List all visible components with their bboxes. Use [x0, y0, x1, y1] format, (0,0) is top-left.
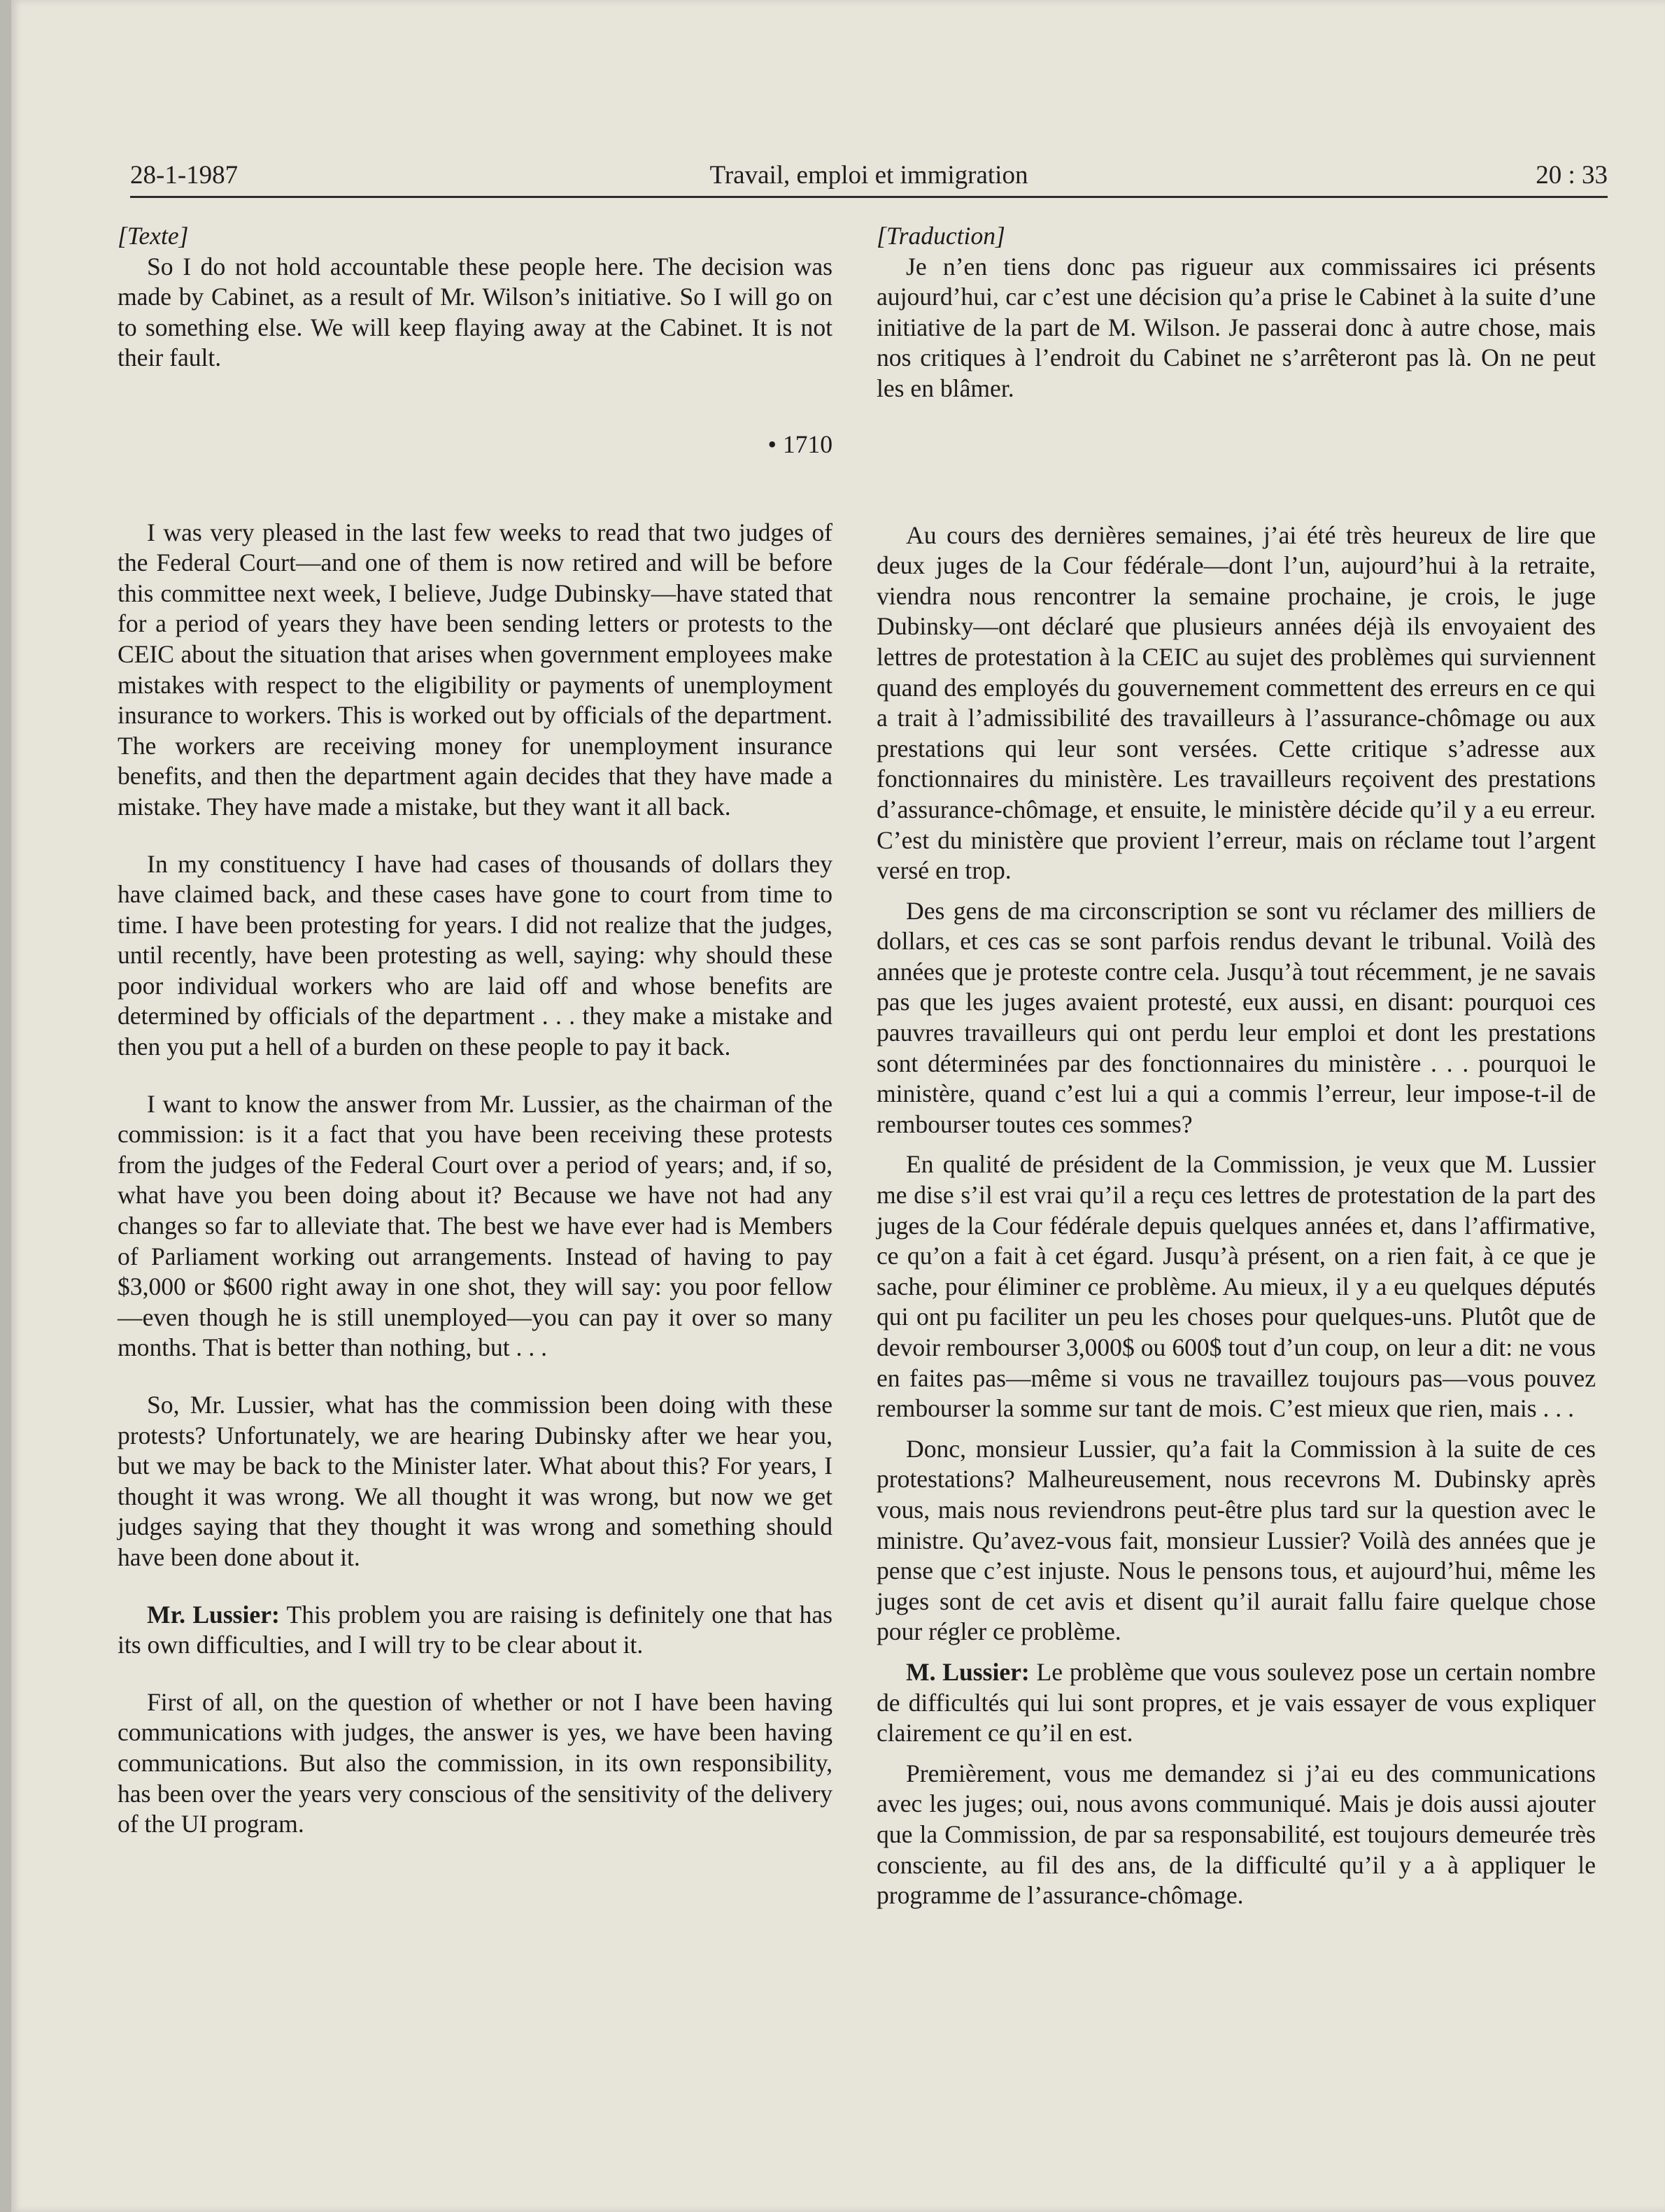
time-marker: • 1710	[767, 430, 832, 458]
paragraph: Au cours des dernières semaines, j’ai été très heureux de lire que deux juges de la Cour fédérale—dont l’un, aujourd’hui à la retraite, viendra nous rencontrer la semaine prochaine, je crois, le juge Dubinsky—ont déclaré que plusieurs années déjà ils envoyaient des lettres de protestation à la CEIC au sujet des problèmes qui surviennent quand des employés du gouvernement commettent des erreurs en ce qui a trait à l’admissibilité des travailleurs à l’assurance-chômage ou aux prestations qui leur sont versées. Cette critique s’adresse aux fonctionnaires du ministère. Les travailleurs reçoivent des prestations d’assurance-chômage, et ensuite, le ministère décide qu’il y a eu erreur. C’est du ministère que provient l’erreur, mais on réclame tout l’argent versé en trop.	[877, 520, 1596, 885]
speaker-paragraph	[118, 1600, 832, 1661]
speaker-paragraph	[877, 1657, 1596, 1749]
speaker-name: M. Lussier:	[906, 1657, 1030, 1686]
paragraph: I was very pleased in the last few weeks to read that two judges of the Federal Court—and one of them is now retired and will be before this committee next week, I believe, Judge Dubinsky—have stated that for a period of years they have been sending letters or protests to the CEIC about the situation that arises when government employees make mistakes with respect to the eligibility or payments of unemployment insurance to workers. This is worked out by officials of the department. The workers are receiving money for unemployment insurance benefits, and then the department again decides that they have made a mistake. They have made a mistake, but they want it all back.	[118, 518, 832, 821]
header-date: 28-1-1987	[130, 161, 239, 190]
paragraph: In my constituency I have had cases of thousands of dollars they have claimed back, and these cases have gone to court from time to time. I have been protesting for years. I did not realize that the judges, until recently, have been protesting as well, saying: why should these poor individual workers who are laid off and whose benefits are determined by officials of the department . . . they make a mistake and then you put a hell of a burden on these people to pay it back.	[118, 849, 832, 1061]
language-tag: [Texte]	[118, 222, 189, 250]
paragraph: Je n’en tiens donc pas rigueur aux commissaires ici présents aujourd’hui, car c’est une décision qu’a prise le Cabinet à la suite d’une initiative de la part de M. Wilson. Je passerai donc à autre chose, mais nos critiques à l’endroit du Cabinet ne s’arrêteront pas là. On ne peut les en blâmer.	[877, 252, 1596, 402]
speaker-text: This problem you are raising is definitely one that has its own difficulties, and I will try to be clear about it.	[118, 1600, 832, 1659]
paragraph: Des gens de ma circonscription se sont vu réclamer des milliers de dollars, et ces cas se sont parfois rendus devant le tribunal. Voilà des années que je proteste contre cela. Jusqu’à tout récemment, je ne savais pas que les juges avaient protesté, eux aussi, en disant: pourquoi ces pauvres travailleurs qui ont perdu leur emploi et dont les prestations sont déterminées par des fonctionnaires du ministère . . . pourquoi le ministère, quand c’est lui a qui a commis l’erreur, leur impose-t-il de rembourser toutes ces sommes?	[877, 896, 1596, 1138]
header-title: Travail, emploi et immigration	[709, 161, 1028, 190]
document-page	[11, 0, 1665, 2212]
paragraph: I want to know the answer from Mr. Lussier, as the chairman of the commission: is it a fact that you have been receiving these protests from the judges of the Federal Court over a period of years; and, if so, what have you been doing about it? Because we have not had any changes so far to alleviate that. The best we have ever had is Members of Parliament working out arrangements. Instead of having to pay $3,000 or $600 right away in one shot, they will say: you poor fellow—even though he is still unemployed—you can pay it over so many months. That is better than nothing, but . . .	[118, 1089, 832, 1362]
speaker-name: Mr. Lussier:	[147, 1600, 280, 1629]
paragraph: En qualité de président de la Commission, je veux que M. Lussier me dise s’il est vrai qu’il a reçu ces lettres de protestation de la part des juges de la Cour fédérale depuis quelques années et, dans l’affirmative, ce qu’on a fait à cet égard. Jusqu’à présent, on a rien fait, à ce que je sache, pour éliminer ce problème. Au mieux, il y a eu quelques députés qui ont pu faciliter un peu les choses pour quelques-uns. Plutôt que de devoir rembourser 3,000$ ou 600$ tout d’un coup, on leur a dit: ne vous en faites pas—même si vous ne travaillez toujours pas—vous pouvez rembourser la somme sur tant de mois. C’est mieux que rien, mais . . .	[877, 1150, 1596, 1423]
header-page-number: 20 : 33	[1536, 161, 1608, 190]
french-column	[877, 221, 1596, 1911]
paragraph: First of all, on the question of whether or not I have been having communications with judges, the answer is yes, we have been having communications. But also the commission, in its own responsibility, has been over the years very conscious of the sensitivity of the delivery of the UI program.	[118, 1687, 832, 1838]
paragraph: Donc, monsieur Lussier, qu’a fait la Commission à la suite de ces protestations? Malheureusement, nous recevrons M. Dubinsky après vous, mais nous reviendrons peut-être plus tard sur la question avec le ministre. Qu’avez-vous fait, monsieur Lussier? Voilà des années que je pense que c’est injuste. Nous le pensons tous, et aujourd’hui, même les juges sont de cet avis et disent qu’il aurait fallu faire quelque chose pour régler ce problème.	[877, 1434, 1596, 1646]
page-header	[130, 154, 1608, 198]
paragraph: So I do not hold accountable these people here. The decision was made by Cabinet, as a result of Mr. Wilson’s initiative. So I will go on to something else. We will keep flaying away at the Cabinet. It is not their fault.	[118, 252, 832, 372]
paragraph: So, Mr. Lussier, what has the commission been doing with these protests? Unfortunately, we are hearing Dubinsky after we hear you, but we may be back to the Minister later. What about this? For years, I thought it was wrong. We all thought it was wrong, but now we get judges saying that they thought it was wrong and something should have been done about it.	[118, 1391, 832, 1571]
language-tag: [Traduction]	[877, 222, 1005, 250]
speaker-text: Le problème que vous soulevez pose un certain nombre de difficultés qui lui sont propres, et je vais essayer de vous expliquer clairement ce qu’il en est.	[877, 1657, 1596, 1747]
paragraph: Premièrement, vous me demandez si j’ai eu des communications avec les juges; oui, nous avons communiqué. Mais je dois aussi ajouter que la Commission, de par sa responsabilité, est toujours demeurée très consciente, au fil des ans, de la difficulté qu’il y a à appliquer le programme de l’assurance-chômage.	[877, 1759, 1596, 1910]
english-column	[118, 221, 832, 1840]
